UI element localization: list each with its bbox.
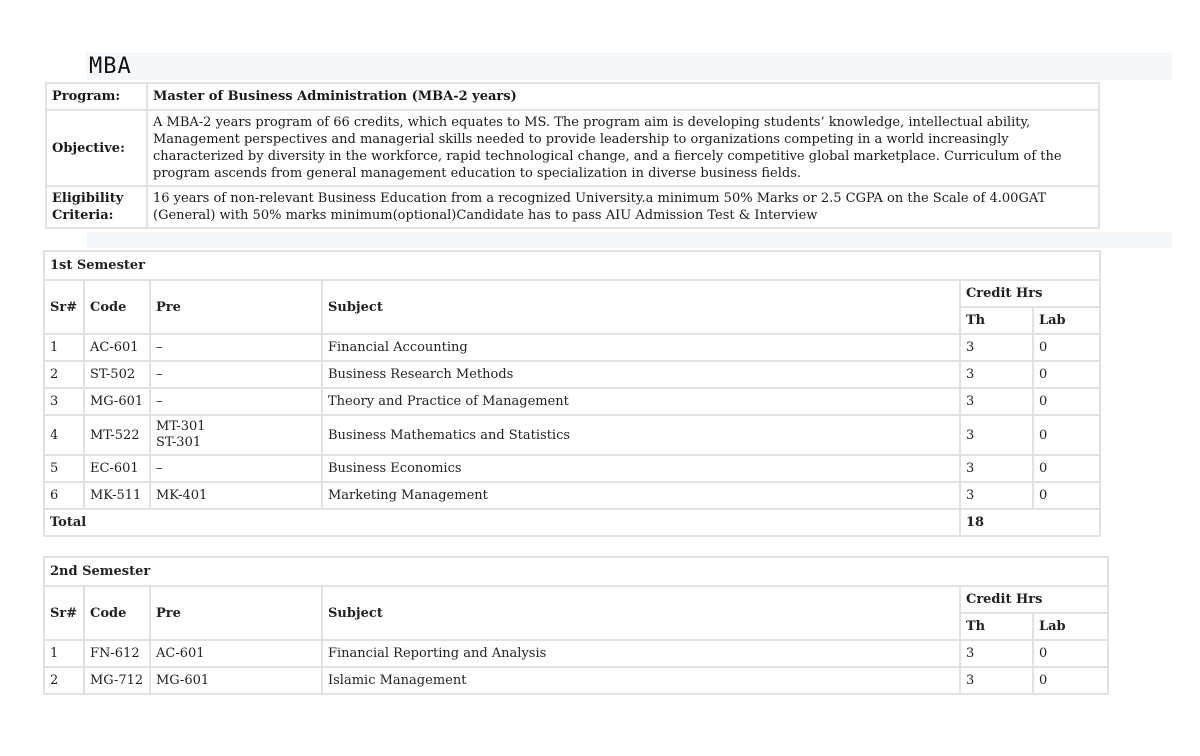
code-header: Code — [84, 586, 150, 640]
objective-row — [46, 110, 1099, 186]
subject-cell: Business Mathematics and Statistics — [322, 415, 960, 455]
objective-value: A MBA-2 years program of 66 credits, which equates to MS. The program aim is developing students’ knowledge, intellectual ability, Management perspectives and managerial skills needed to provide leadership to organizations competing in a world increasingly characterized by diversity in the workforce, rapid technological change, and a fiercely competitive global marketplace. Curriculum of the program ascends from general management education to specialization in diverse business fields. — [147, 110, 1099, 186]
pre-cell: – — [150, 388, 322, 415]
subject-cell: Theory and Practice of Management — [322, 388, 960, 415]
table-row — [44, 455, 1100, 482]
table-row — [44, 667, 1108, 694]
table-row — [44, 334, 1100, 361]
th-cell: 3 — [960, 415, 1033, 455]
subject-cell: Business Research Methods — [322, 361, 960, 388]
code-cell: ST-502 — [84, 361, 150, 388]
subject-header: Subject — [322, 280, 960, 334]
th-cell: 3 — [960, 667, 1033, 694]
page-title: MBA — [89, 54, 132, 79]
pre-cell: – — [150, 334, 322, 361]
lab-cell: 0 — [1033, 482, 1100, 509]
pre-cell: – — [150, 361, 322, 388]
lab-cell: 0 — [1033, 667, 1108, 694]
eligibility-row — [46, 186, 1099, 228]
table-row — [44, 640, 1108, 667]
objective-label: Objective: — [46, 110, 147, 186]
pre-cell: MK-401 — [150, 482, 322, 509]
th-cell: 3 — [960, 482, 1033, 509]
pre-line-2: ST-301 — [156, 435, 202, 450]
semester-2-table — [43, 556, 1109, 695]
code-cell: EC-601 — [84, 455, 150, 482]
total-value: 18 — [960, 509, 1100, 536]
semester-title-row — [44, 251, 1100, 280]
subject-cell: Financial Reporting and Analysis — [322, 640, 960, 667]
th-cell: 3 — [960, 361, 1033, 388]
header-row — [44, 586, 1108, 613]
th-cell: 3 — [960, 640, 1033, 667]
separator-band — [86, 232, 1172, 248]
sr-header: Sr# — [44, 280, 84, 334]
code-cell: AC-601 — [84, 334, 150, 361]
sr-cell: 2 — [44, 667, 84, 694]
pre-cell: MG-601 — [150, 667, 322, 694]
code-cell: MG-601 — [84, 388, 150, 415]
subject-cell: Marketing Management — [322, 482, 960, 509]
sr-cell: 1 — [44, 334, 84, 361]
lab-cell: 0 — [1033, 334, 1100, 361]
semester-1-table — [43, 250, 1101, 537]
lab-header: Lab — [1033, 307, 1100, 334]
code-cell: MG-712 — [84, 667, 150, 694]
table-row — [44, 482, 1100, 509]
sr-cell: 3 — [44, 388, 84, 415]
pre-line-1: MT-301 — [156, 419, 206, 434]
subject-header: Subject — [322, 586, 960, 640]
th-cell: 3 — [960, 388, 1033, 415]
subject-cell: Islamic Management — [322, 667, 960, 694]
lab-cell: 0 — [1033, 361, 1100, 388]
lab-cell: 0 — [1033, 455, 1100, 482]
semester-title: 2nd Semester — [44, 557, 1108, 586]
semester-title: 1st Semester — [44, 251, 1100, 280]
pre-header: Pre — [150, 280, 322, 334]
sr-cell: 4 — [44, 415, 84, 455]
pre-header: Pre — [150, 586, 322, 640]
total-label: Total — [44, 509, 960, 536]
credit-hrs-header: Credit Hrs — [960, 586, 1108, 613]
subject-cell: Financial Accounting — [322, 334, 960, 361]
code-cell: MT-522 — [84, 415, 150, 455]
th-header: Th — [960, 613, 1033, 640]
lab-header: Lab — [1033, 613, 1108, 640]
th-header: Th — [960, 307, 1033, 334]
th-cell: 3 — [960, 334, 1033, 361]
program-value: Master of Business Administration (MBA-2 years) — [147, 83, 1099, 110]
total-row — [44, 509, 1100, 536]
title-band — [86, 52, 1172, 80]
eligibility-label: Eligibility Criteria: — [46, 186, 147, 228]
lab-cell: 0 — [1033, 640, 1108, 667]
credit-hrs-header: Credit Hrs — [960, 280, 1100, 307]
code-header: Code — [84, 280, 150, 334]
program-info-table — [45, 82, 1100, 229]
header-row — [44, 280, 1100, 307]
sr-cell: 6 — [44, 482, 84, 509]
program-label: Program: — [46, 83, 147, 110]
table-row — [44, 361, 1100, 388]
pre-cell — [150, 415, 322, 455]
subject-cell: Business Economics — [322, 455, 960, 482]
code-cell: MK-511 — [84, 482, 150, 509]
sr-cell: 1 — [44, 640, 84, 667]
program-row — [46, 83, 1099, 110]
lab-cell: 0 — [1033, 415, 1100, 455]
pre-cell: AC-601 — [150, 640, 322, 667]
sr-cell: 5 — [44, 455, 84, 482]
table-row — [44, 415, 1100, 455]
lab-cell: 0 — [1033, 388, 1100, 415]
eligibility-value: 16 years of non-relevant Business Education from a recognized University.a minimum 50% Marks or 2.5 CGPA on the Scale of 4.00GAT (General) with 50% marks minimum(optional)Candidate has to pass AIU Admission Test & Interview — [147, 186, 1099, 228]
table-row — [44, 388, 1100, 415]
sr-header: Sr# — [44, 586, 84, 640]
semester-title-row — [44, 557, 1108, 586]
code-cell: FN-612 — [84, 640, 150, 667]
pre-cell: – — [150, 455, 322, 482]
th-cell: 3 — [960, 455, 1033, 482]
sr-cell: 2 — [44, 361, 84, 388]
